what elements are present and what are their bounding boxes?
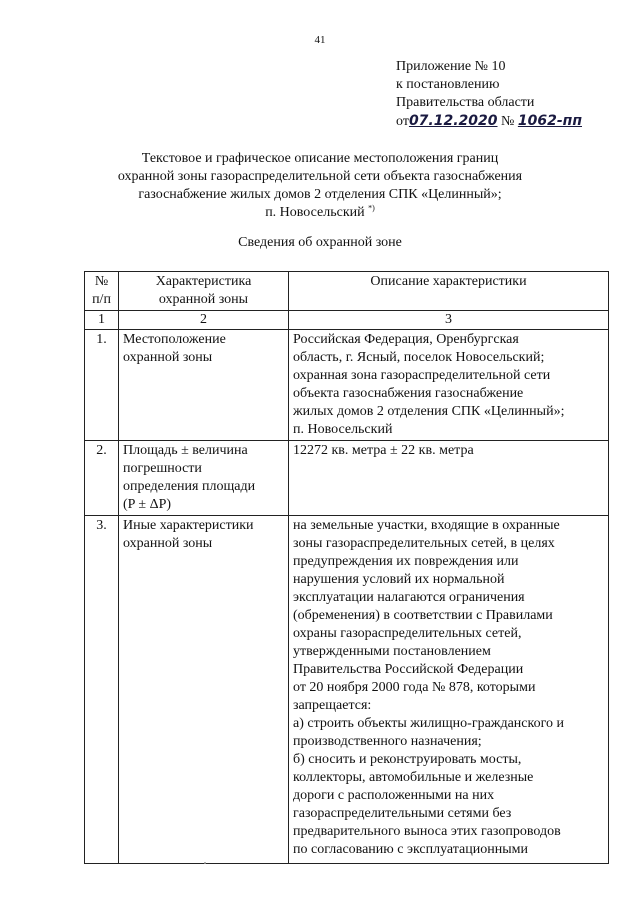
row-number: 1. bbox=[85, 330, 119, 441]
row-characteristic: Иные характеристики охранной зоны bbox=[119, 516, 289, 864]
title-line-2: охранной зоны газораспределительной сети объекта газоснабжения bbox=[117, 169, 523, 184]
appendix-header bbox=[396, 58, 582, 131]
index-cell: 1 bbox=[85, 311, 119, 330]
row-description: на земельные участки, входящие в охранные зоны газораспределительных сетей, в целях предупреждения их повреждения или нарушения условий их нормальной эксплуатации налагаются ограничения (обременения) в соответствии с Правилами охраны газораспределительных сетей, утвержденными постановлением Правительства Российской Федерации от 20 ноября 2000 года № 878, которыми запрещается: а) строить объекты жилищно-гражданского и производственного назначения; б) сносить и реконструировать мосты, коллекторы, автомобильные и железные дороги с расположенными на них газораспределительными сетями без предварительного выноса этих газопроводов по согласованию с эксплуатационными bbox=[289, 516, 609, 864]
header-number: № п/п bbox=[85, 272, 119, 311]
page-number: 41 bbox=[314, 34, 326, 46]
index-cell: 3 bbox=[289, 311, 609, 330]
footnote-mark: *) bbox=[368, 203, 375, 213]
title-line-4 bbox=[60, 204, 580, 222]
header-characteristic: Характеристика охранной зоны bbox=[119, 272, 289, 311]
handwritten-date: 07.12.2020 bbox=[408, 113, 498, 129]
table-row bbox=[85, 516, 609, 864]
table-header-row bbox=[85, 272, 609, 311]
title-line-3: газоснабжение жилых домов 2 отделения СПК «Целинный»; bbox=[138, 187, 502, 202]
document-title bbox=[60, 150, 580, 222]
date-prefix: от bbox=[396, 114, 409, 129]
index-cell: 2 bbox=[119, 311, 289, 330]
row-description: 12272 кв. метра ± 22 кв. метра bbox=[289, 441, 609, 516]
title-line-1: Текстовое и графическое описание местоположения границ bbox=[141, 151, 499, 166]
appendix-date-line bbox=[396, 112, 582, 131]
table-index-row bbox=[85, 311, 609, 330]
row-number: 2. bbox=[85, 441, 119, 516]
scan-speck bbox=[204, 862, 206, 864]
table-row bbox=[85, 330, 609, 441]
section-title: Сведения об охранной зоне bbox=[238, 235, 402, 250]
table-row bbox=[85, 441, 609, 516]
header-description: Описание характеристики bbox=[289, 272, 609, 311]
zone-info-table bbox=[84, 271, 609, 864]
handwritten-number: 1062-пп bbox=[517, 113, 582, 129]
row-characteristic: Площадь ± величина погрешности определения площади (P ± ΔP) bbox=[119, 441, 289, 516]
row-description: Российская Федерация, Оренбургская область, г. Ясный, поселок Новосельский; охранная зона газораспределительной сети объекта газоснабжения газоснабжение жилых домов 2 отделения СПК «Целинный»; п. Новосельский bbox=[289, 330, 609, 441]
title-settlement: п. Новосельский bbox=[265, 205, 365, 220]
appendix-government: Правительства области bbox=[396, 95, 535, 110]
appendix-label: Приложение № 10 bbox=[396, 59, 506, 74]
appendix-resolution: к постановлению bbox=[396, 77, 500, 92]
number-prefix: № bbox=[501, 114, 515, 129]
row-characteristic: Местоположение охранной зоны bbox=[119, 330, 289, 441]
row-number: 3. bbox=[85, 516, 119, 864]
